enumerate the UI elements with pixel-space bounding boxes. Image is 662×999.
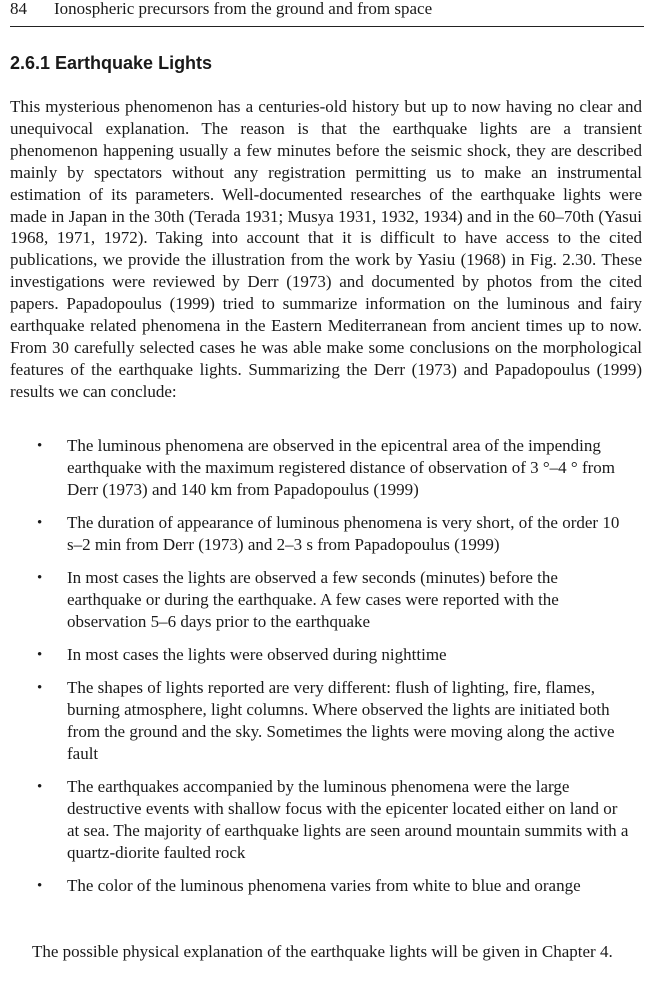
list-item-text: The earthquakes accompanied by the luminous phenomena were the large destructive events with shallow focus with the epicenter located either on land or at sea. The majority of earthquake lights are seen around mountain summits with a quartz-diorite faulted rock: [67, 777, 629, 862]
list-item-text: The luminous phenomena are observed in the epicentral area of the impending earthquake with the maximum registered distance of observation of 3 °–4 ° from Derr (1973) and 140 km from Papadopoulus (1999): [67, 436, 615, 499]
bullet-marker: •: [37, 779, 43, 795]
list-item: [0, 644, 629, 666]
bullet-marker: •: [37, 878, 43, 894]
bullet-marker: •: [37, 680, 43, 696]
bullet-marker: •: [37, 647, 43, 663]
page-number: 84: [10, 0, 27, 18]
list-item-text: The color of the luminous phenomena varies from white to blue and orange: [67, 876, 581, 895]
running-header: [10, 0, 646, 25]
list-item-text: In most cases the lights were observed during nighttime: [67, 645, 447, 664]
list-item-text: The shapes of lights reported are very different: flush of lighting, fire, flames, burning atmosphere, light columns. Where observed the lights are initiated both from the ground and the sky. Sometimes the lights were moving along the active fault: [67, 678, 615, 763]
list-item-text: In most cases the lights are observed a few seconds (minutes) before the earthquake or during the earthquake. A few cases were reported with the observation 5–6 days prior to the earthquake: [67, 568, 559, 631]
list-item: [0, 435, 629, 501]
bullet-marker: •: [37, 515, 43, 531]
list-item: [0, 776, 629, 864]
list-item: [0, 512, 629, 556]
running-title: Ionospheric precursors from the ground and from space: [54, 0, 433, 18]
intro-paragraph: This mysterious phenomenon has a centuries-old history but up to now having no clear and unequivocal explanation. The reason is that the earthquake lights are a transient phenomenon happening usually a few minutes before the seismic shock, they are described mainly by spectators without any registration permitting us to make an instrumental estimation of its parameters. Well-documented researches of the earthquake lights were made in Japan in the 30th (Terada 1931; Musya 1931, 1932, 1934) and in the 60–70th (Yasui 1968, 1971, 1972). Taking into account that it is difficult to have access to the cited publications, we provide the illustration from the work by Yasiu (1968) in Fig. 2.30. These investigations were reviewed by Derr (1973) and documented by photos from the cited papers. Papadopoulus (1999) tried to summarize information on the luminous and fairy earthquake related phenomena in the Eastern Mediterranean from ancient times up to now. From 30 carefully selected cases he was able make some conclusions on the morphological features of the earthquake lights. Summarizing the Derr (1973) and Papadopoulus (1999) results we can conclude:: [10, 97, 642, 401]
list-item: [0, 875, 629, 897]
section-heading: 2.6.1 Earthquake Lights: [10, 53, 213, 73]
conclusions-list: [0, 435, 662, 908]
bullet-marker: •: [37, 570, 43, 586]
list-item: [0, 567, 629, 633]
bullet-marker: •: [37, 438, 43, 454]
header-rule: [10, 26, 644, 27]
closing-paragraph: The possible physical explanation of the earthquake lights will be given in Chapter 4.: [32, 942, 613, 961]
list-item: [0, 677, 629, 765]
list-item-text: The duration of appearance of luminous phenomena is very short, of the order 10 s–2 min from Derr (1973) and 2–3 s from Papadopoulus (1999): [67, 513, 620, 554]
